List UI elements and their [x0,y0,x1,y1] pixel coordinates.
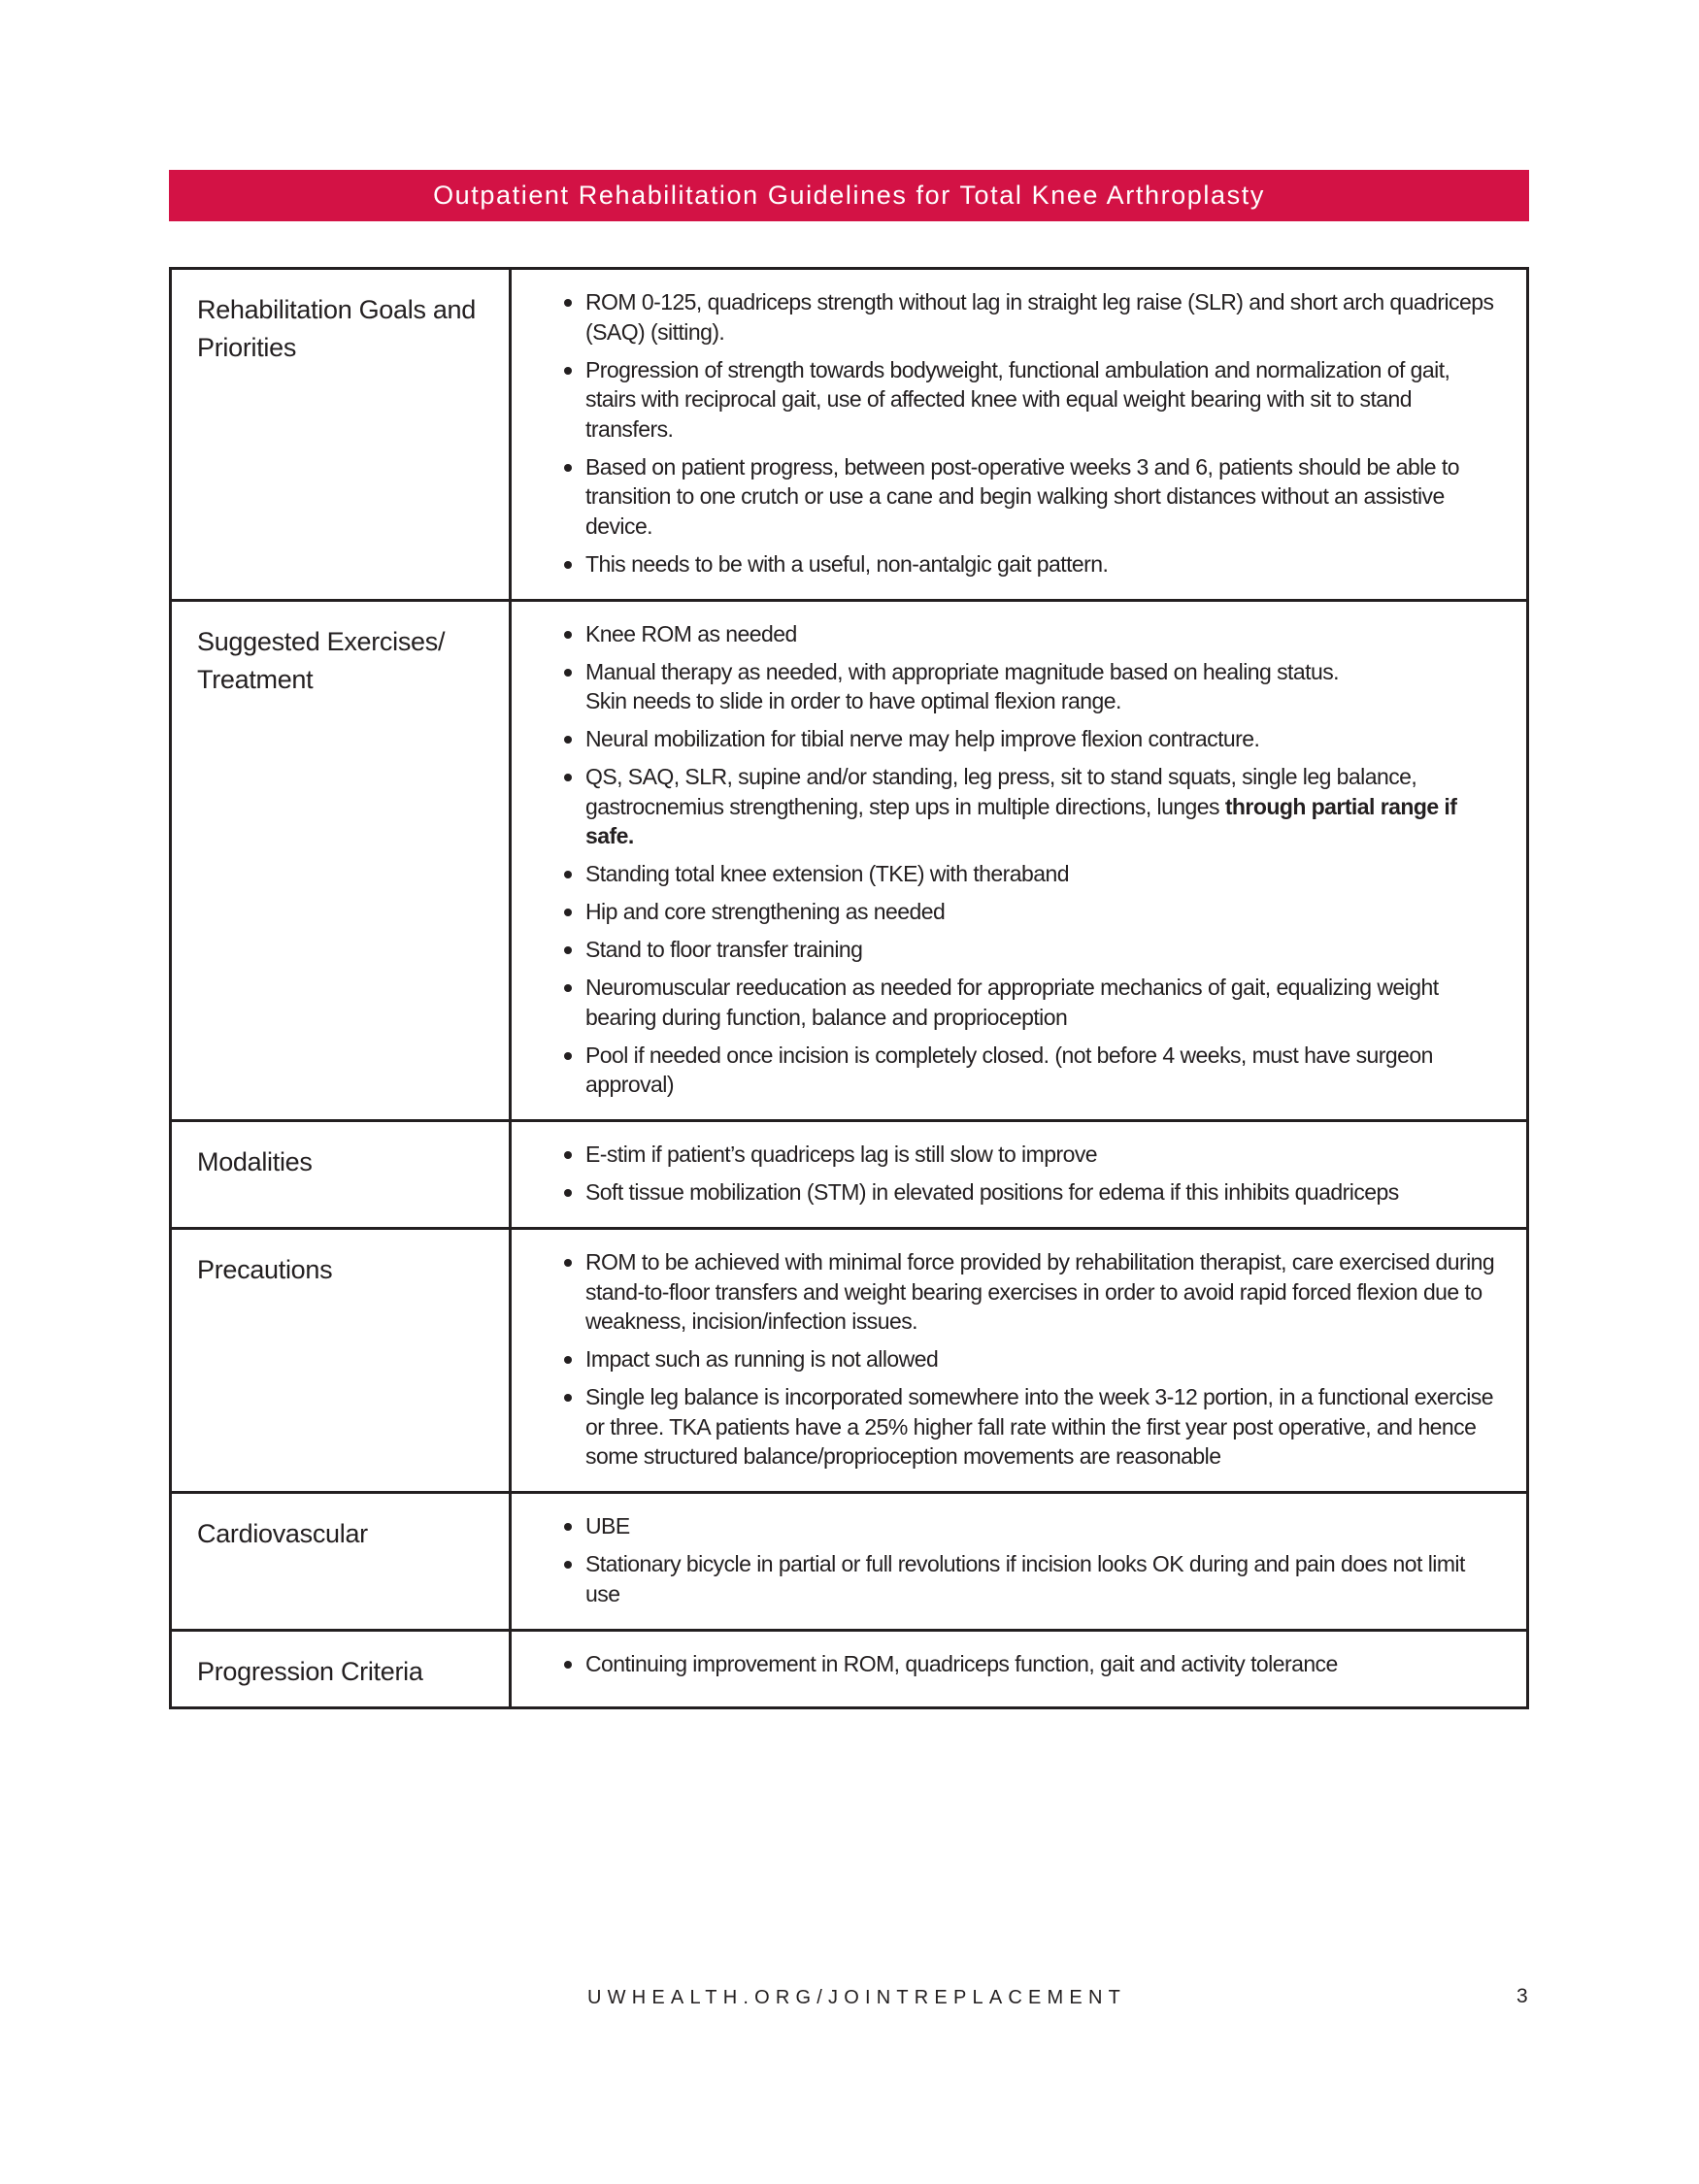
list-item [562,657,1501,716]
row-label: Precautions [171,1229,511,1493]
list-item [562,452,1501,542]
list-item-text: Pool if needed once incision is completely closed. (not before 4 weeks, must have surgeon approval) [585,1042,1433,1097]
row-label: Modalities [171,1121,511,1229]
list-item-text: Continuing improvement in ROM, quadriceps function, gait and activity tolerance [585,1650,1338,1676]
table-row-modalities [171,1121,1528,1229]
list-item [562,1511,1501,1541]
list-item [562,762,1501,851]
list-item [562,1382,1501,1472]
list-item [562,287,1501,347]
bullet-list [562,1649,1501,1679]
list-item [562,1041,1501,1100]
row-label: Progression Criteria [171,1630,511,1707]
bullet-list [562,1511,1501,1608]
row-content [511,1493,1528,1631]
table-row-exercises [171,600,1528,1121]
list-item-text: QS, SAQ, SLR, supine and/or standing, leg press, sit to stand squats, single leg balance, gastrocnemius strengthening, step ups in multiple directions, lunges [585,764,1417,819]
row-content [511,1630,1528,1707]
title-banner [169,170,1529,221]
list-item-text: Progression of strength towards bodyweight, functional ambulation and normalization of gait, stairs with reciprocal gait, use of affected knee with equal weight bearing with sit to stand transfers. [585,356,1450,442]
table-row-precautions [171,1229,1528,1493]
guidelines-table [169,267,1529,1709]
list-item [562,1177,1501,1208]
row-label: Rehabilitation Goals and Priorities [171,269,511,601]
list-item-text: Based on patient progress, between post-operative weeks 3 and 6, patients should be able to transition to one crutch or use a cane and begin walking short distances without an assistive device. [585,453,1459,539]
footer-url[interactable]: UWHEALTH.ORG/JOINTREPLACEMENT [587,1987,1127,2008]
bullet-list [562,619,1501,1100]
row-content [511,1229,1528,1493]
row-content [511,600,1528,1121]
list-item-text: E-stim if patient’s quadriceps lag is still slow to improve [585,1142,1098,1167]
list-item-text: Manual therapy as needed, with appropriate magnitude based on healing status. [585,658,1339,684]
row-content [511,269,1528,601]
table-row-goals [171,269,1528,601]
list-item [562,355,1501,445]
list-item-text: Neural mobilization for tibial nerve may help improve flexion contracture. [585,726,1260,751]
list-item-text: Impact such as running is not allowed [585,1346,939,1372]
list-item-text: Knee ROM as needed [585,620,797,646]
row-label: Suggested Exercises/ Treatment [171,600,511,1121]
list-item [562,973,1501,1032]
list-item-text: Neuromuscular reeducation as needed for appropriate mechanics of gait, equalizing weight bearing during function, balance and proprioception [585,975,1439,1030]
list-item [562,897,1501,927]
list-item-text: ROM 0-125, quadriceps strength without lag in straight leg raise (SLR) and short arch quadriceps (SAQ) (sitting). [585,289,1494,345]
list-item-text-continued: Skin needs to slide in order to have optimal flexion range. [585,688,1121,713]
list-item-text: Single leg balance is incorporated somewhere into the week 3-12 portion, in a functional exercise or three. TKA patients have a 25% higher fall rate within the first year post operative, and hence some structured balance/proprioception movements are reasonable [585,1384,1493,1469]
list-item-text: UBE [585,1513,630,1539]
list-item-text: Standing total knee extension (TKE) with theraband [585,861,1069,886]
list-item-text: Hip and core strengthening as needed [585,899,946,924]
list-item [562,1344,1501,1374]
bullet-list [562,1140,1501,1208]
table-row-progression [171,1630,1528,1707]
list-item-text: ROM to be achieved with minimal force provided by rehabilitation therapist, care exercised during stand-to-floor transfers and weight bearing exercises in order to avoid rapid forced flexion due to weakness, incision/infection issues. [585,1249,1495,1334]
row-content [511,1121,1528,1229]
list-item [562,1549,1501,1608]
list-item [562,1247,1501,1337]
list-item-text: Stationary bicycle in partial or full revolutions if incision looks OK during and pain does not limit use [585,1551,1465,1606]
bullet-list [562,1247,1501,1472]
list-item-text: Soft tissue mobilization (STM) in elevated positions for edema if this inhibits quadriceps [585,1179,1399,1205]
list-item [562,935,1501,965]
list-item [562,859,1501,889]
page-number: 3 [1516,1985,1528,2007]
bullet-list [562,287,1501,579]
list-item [562,549,1501,579]
list-item [562,1140,1501,1170]
list-item [562,619,1501,649]
list-item [562,724,1501,754]
list-item-text: This needs to be with a useful, non-antalgic gait pattern. [585,550,1109,577]
row-label: Cardiovascular [171,1493,511,1631]
list-item [562,1649,1501,1679]
list-item-text: Stand to floor transfer training [585,937,863,962]
list-item-emphasis: through partial range if safe. [585,793,1457,848]
table-row-cardiovascular [171,1493,1528,1631]
page-title: Outpatient Rehabilitation Guidelines for Total Knee Arthroplasty [433,181,1265,210]
